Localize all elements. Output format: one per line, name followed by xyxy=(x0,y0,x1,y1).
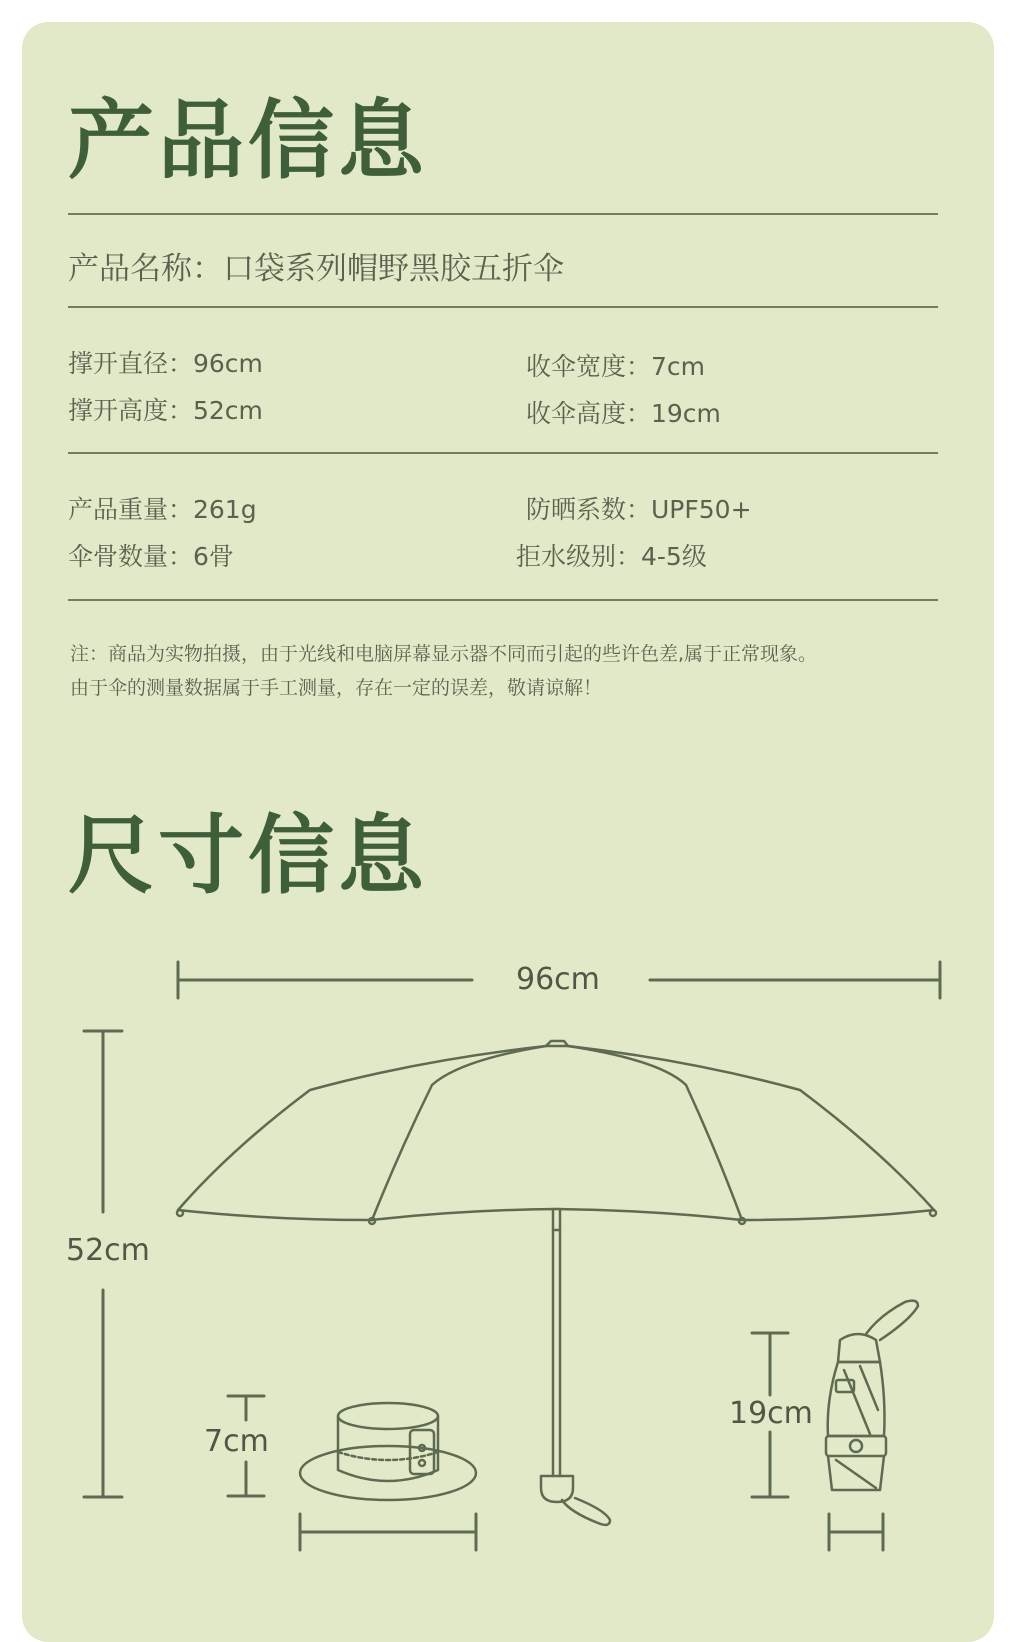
closed-width-dimension-line xyxy=(829,1514,883,1550)
closed-length-label: 19cm xyxy=(729,1396,813,1431)
height-label: 52cm xyxy=(66,1233,150,1268)
case-height-label: 7cm xyxy=(204,1424,269,1459)
spec-open-diameter: 撑开直径：96cm xyxy=(68,349,263,378)
spec-upf: 防晒系数：UPF50+ xyxy=(526,495,752,524)
open-umbrella-icon xyxy=(177,1041,936,1525)
disclaimer-line-2: 由于伞的测量数据属于手工测量，存在一定的误差，敬请谅解！ xyxy=(70,677,603,699)
disclaimer-line-1: 注：商品为实物拍摄，由于光线和电脑屏幕显示器不同而引起的些许色差,属于正常现象。 xyxy=(70,643,818,665)
spec-closed-width: 收伞宽度：7cm xyxy=(526,352,706,381)
spec-open-height: 撑开高度：52cm xyxy=(68,396,263,425)
spec-water-repellency: 拒水级别：4-5级 xyxy=(516,542,707,571)
hat-case-icon xyxy=(300,1403,476,1500)
product-name: 产品名称：口袋系列帽野黑胶五折伞 xyxy=(68,251,564,287)
product-info-heading: 产品信息 xyxy=(68,91,428,191)
spec-closed-height: 收伞高度：19cm xyxy=(526,399,721,428)
spec-ribs: 伞骨数量：6骨 xyxy=(68,542,234,571)
case-width-dimension-line xyxy=(300,1514,476,1550)
spec-weight: 产品重量：261g xyxy=(68,495,257,524)
closed-umbrella-icon xyxy=(826,1301,918,1490)
size-info-heading: 尺寸信息 xyxy=(68,806,428,906)
diameter-label: 96cm xyxy=(516,962,600,997)
